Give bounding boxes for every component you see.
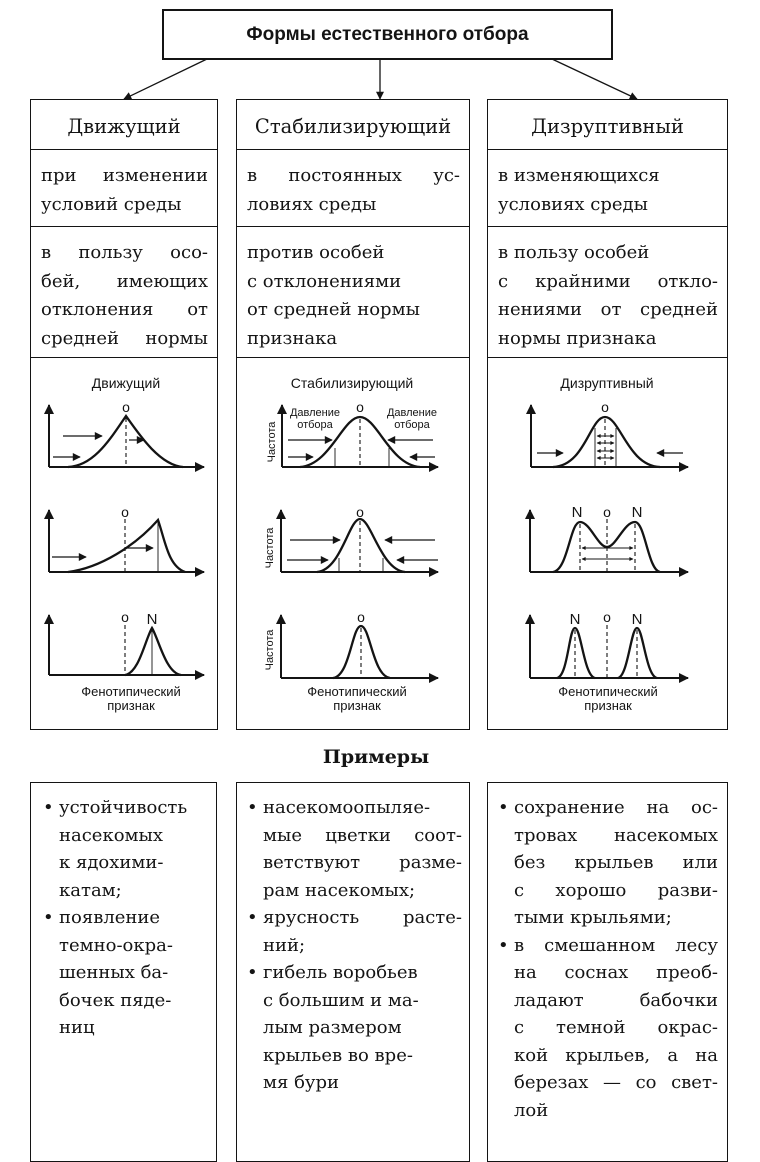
connector-arrows: [124, 59, 637, 99]
text-line: с отклонениями: [247, 270, 402, 292]
text-line: тыми крыльями;: [514, 907, 672, 928]
column-header: Движущий: [31, 100, 217, 150]
chart-cell: [488, 358, 727, 729]
examples-directional: [30, 782, 217, 1162]
text-line: гибель воробьев: [263, 962, 418, 983]
text-line: нениями от средней: [498, 299, 718, 320]
examples-disruptive: [487, 782, 728, 1162]
bullet-icon: •: [247, 962, 258, 983]
bullet-icon: •: [43, 907, 54, 928]
text-line: катам;: [59, 879, 122, 901]
example-item: [247, 959, 462, 1097]
text-line: березах — со свет-: [514, 1072, 718, 1093]
text-line: в изменяющихся: [498, 165, 660, 186]
text-line: к ядохими-: [59, 852, 164, 873]
text-line: с хорошо разви-: [514, 879, 718, 901]
text-line: бей, имеющих: [41, 270, 208, 292]
x-axis-label: признак: [107, 698, 155, 713]
pressure-label: Давление: [386, 407, 438, 419]
mean-marker: o: [603, 609, 611, 625]
arrow-to-disruptive: [552, 59, 637, 99]
text-line: крыльев во вре-: [263, 1044, 413, 1066]
example-item: [43, 794, 204, 904]
text-line: условиях среды: [498, 193, 648, 215]
column-header: Стабилизирующий: [237, 100, 469, 150]
column-disruptive: [487, 99, 728, 730]
mean-marker: o: [121, 504, 129, 520]
norm-marker: N: [569, 611, 581, 628]
text-line: от средней нормы: [247, 299, 420, 320]
text-line: в смешанном лесу: [514, 934, 718, 956]
x-axis-label: признак: [333, 698, 381, 713]
norm-marker: N: [146, 611, 158, 628]
norm-marker: N: [631, 504, 643, 521]
chart-title: Движущий: [91, 375, 161, 391]
example-item: [498, 932, 718, 1125]
column-stabilizing: [236, 99, 470, 730]
chart-title: Дизруптивный: [560, 375, 654, 391]
text-line: признака: [247, 327, 338, 349]
bullet-icon: •: [247, 797, 258, 818]
text-line: на соснах преоб-: [514, 962, 718, 983]
effect-cell: [31, 227, 217, 358]
text-line: ниц: [59, 1017, 95, 1038]
text-line: темно-окра-: [59, 934, 173, 956]
chart-cell: [31, 358, 217, 729]
text-line: ний;: [263, 934, 306, 956]
mean-marker: o: [357, 609, 365, 625]
text-line: с крайними откло-: [498, 270, 718, 292]
bullet-icon: •: [247, 907, 258, 928]
diagram-title: Формы естественного отбора: [162, 9, 613, 60]
example-item: [247, 794, 462, 904]
x-axis-label: Фенотипический: [307, 684, 407, 699]
mean-marker: o: [603, 504, 611, 520]
examples-stabilizing: [236, 782, 470, 1162]
text-line: мые цветки соот-: [263, 824, 462, 846]
norm-marker: N: [631, 611, 643, 628]
text-line: насекомых: [59, 824, 164, 846]
text-line: в пользу осо-: [41, 242, 208, 263]
x-axis-label: Фенотипический: [558, 684, 658, 699]
y-axis-label: Частота: [266, 421, 278, 463]
text-line: насекомоопыляе-: [263, 797, 431, 818]
examples-heading: Примеры: [322, 746, 430, 768]
text-line: бочек пяде-: [59, 989, 172, 1011]
column-header: Дизруптивный: [488, 100, 727, 150]
condition-cell: [31, 150, 217, 227]
text-line: кой крыльев, а на: [514, 1044, 718, 1066]
text-line: нормы признака: [498, 327, 657, 349]
text-line: без крыльев или: [514, 852, 718, 873]
mean-marker: o: [356, 399, 364, 415]
y-axis-label: Частота: [264, 629, 276, 671]
text-line: средней нормы: [41, 327, 208, 349]
example-item: [247, 904, 462, 959]
text-line: против особей: [247, 242, 385, 263]
arrow-to-directional: [124, 59, 207, 99]
x-axis-label: признак: [584, 698, 632, 713]
text-line: отклонения от: [41, 299, 208, 320]
mean-marker: o: [601, 399, 609, 415]
text-line: лой: [514, 1099, 549, 1121]
chart-cell: [237, 358, 469, 729]
example-item: [43, 904, 204, 1042]
text-line: при изменении: [41, 165, 208, 186]
text-line: с темной окрас-: [514, 1017, 718, 1038]
text-line: ладают бабочки: [514, 989, 718, 1011]
text-line: ловиях среды: [247, 193, 377, 215]
bullet-icon: •: [43, 797, 54, 818]
bullet-icon: •: [498, 797, 509, 818]
bullet-icon: •: [498, 934, 509, 956]
text-line: лым размером: [263, 1017, 402, 1038]
text-line: мя бури: [263, 1072, 340, 1093]
text-line: рам насекомых;: [263, 879, 416, 901]
text-line: устойчивость: [59, 797, 188, 818]
condition-cell: [488, 150, 727, 227]
pressure-label: отбора: [394, 419, 430, 431]
effect-cell: [488, 227, 727, 358]
pressure-label: Давление: [289, 407, 341, 419]
text-line: условий среды: [41, 193, 182, 215]
text-line: в пользу особей: [498, 242, 650, 263]
x-axis-label: Фенотипический: [81, 684, 181, 699]
effect-cell: [237, 227, 469, 358]
text-line: шенных ба-: [59, 962, 169, 983]
text-line: тровах насекомых: [514, 824, 718, 846]
text-line: в постоянных ус-: [247, 165, 460, 186]
mean-marker: o: [356, 504, 364, 520]
column-directional: [30, 99, 218, 730]
text-line: появление: [59, 907, 161, 928]
pressure-label: отбора: [297, 419, 333, 431]
chart-title: Стабилизирующий: [290, 375, 414, 391]
text-line: с большим и ма-: [263, 989, 419, 1011]
mean-marker: o: [121, 609, 129, 625]
example-item: [498, 794, 718, 932]
condition-cell: [237, 150, 469, 227]
text-line: ветствуют разме-: [263, 852, 462, 873]
text-line: сохранение на ос-: [514, 797, 718, 818]
text-line: ярусность расте-: [263, 907, 462, 928]
mean-marker: o: [122, 399, 130, 415]
norm-marker: N: [571, 504, 583, 521]
y-axis-label: Частота: [264, 527, 276, 569]
